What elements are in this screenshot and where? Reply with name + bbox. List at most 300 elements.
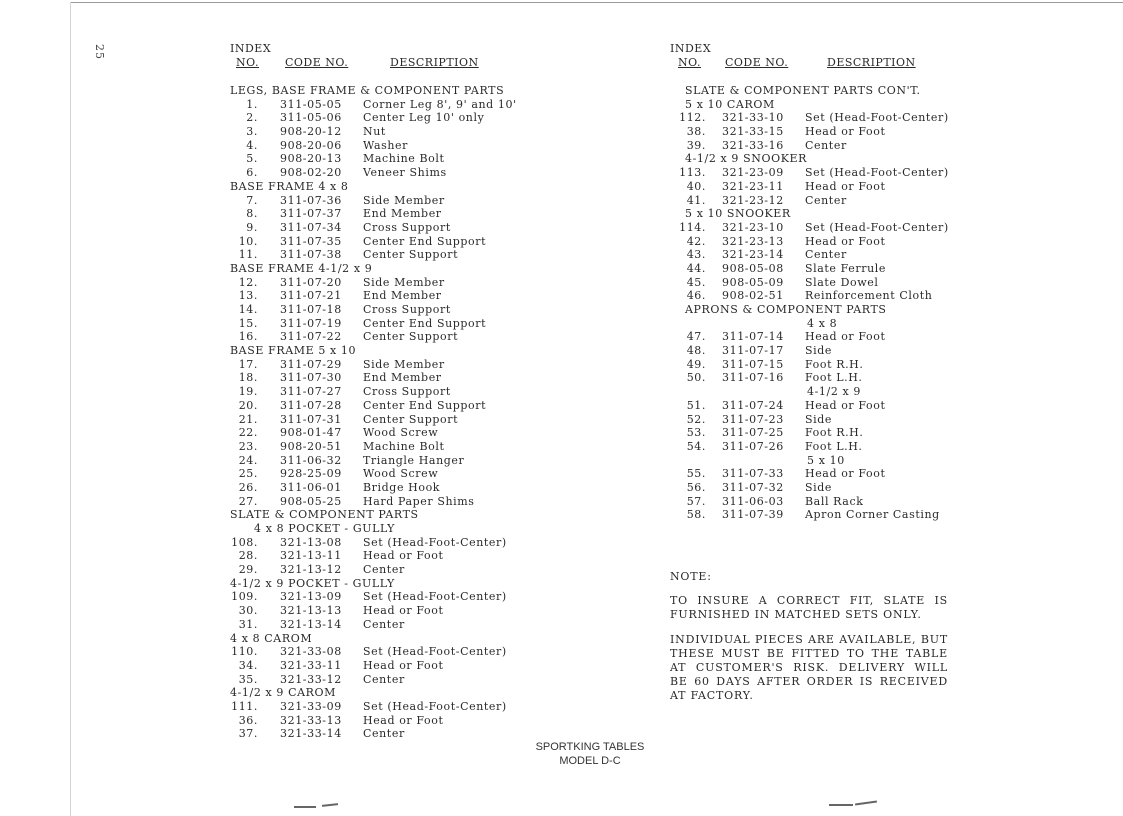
index-number: 35. [238,672,258,686]
index-label: INDEX [670,42,712,55]
index-number: 113. [679,166,706,180]
code-number: 311-07-27 [280,385,342,399]
index-number: 27. [238,494,258,508]
code-number: 321-33-09 [280,699,342,713]
part-description: Center [363,727,405,741]
part-description: Head or Foot [363,713,444,727]
part-row [230,248,590,262]
index-number: 39. [686,138,706,152]
page-number: 25 [93,44,106,60]
index-number: 23. [238,439,258,453]
note-label: NOTE: [670,570,712,583]
index-number: 109. [231,590,258,604]
part-row [230,125,590,139]
code-header: CODE NO. [285,56,349,69]
code-number: 311-07-24 [722,398,784,412]
index-number: 17. [238,357,258,371]
section-heading-text: 5 x 10 SNOOKER [685,207,791,221]
section-heading-text: 4-1/2 x 9 POCKET - GULLY [230,576,395,590]
index-number: 7. [246,193,258,207]
part-description: Veneer Shims [363,166,447,180]
code-number: 321-33-15 [722,125,784,139]
index-number: 58. [686,508,706,522]
part-description: Machine Bolt [363,439,445,453]
footer-company: SPORTKING TABLES [535,741,645,753]
part-description: Side Member [363,357,445,371]
code-number: 321-23-14 [722,248,784,262]
no-header: NO. [236,56,259,69]
part-row [670,481,970,495]
description-header: DESCRIPTION [390,56,479,69]
part-row [670,166,970,180]
part-row [230,207,590,221]
section-heading-text: SLATE & COMPONENT PARTS [230,508,419,522]
index-number: 6. [246,166,258,180]
part-description: Center [805,138,847,152]
part-row [670,139,970,153]
index-number: 46. [686,289,706,303]
code-number: 321-33-16 [722,138,784,152]
index-number: 48. [686,344,706,358]
part-description: Set (Head-Foot-Center) [363,699,507,713]
part-description: Ball Rack [805,494,864,508]
part-row [670,289,970,303]
part-description: Set (Head-Foot-Center) [363,645,507,659]
index-number: 8. [246,207,258,221]
part-description: Bridge Hook [363,480,441,494]
code-number: 311-07-33 [722,467,784,481]
part-row [230,549,590,563]
part-row [670,262,970,276]
code-number: 908-20-13 [280,152,342,166]
part-description: Triangle Hanger [363,453,465,467]
size-subheading [670,454,970,468]
section-heading [670,84,970,98]
part-description: Set (Head-Foot-Center) [363,535,507,549]
part-row [230,98,590,112]
part-row [670,276,970,290]
part-description: Head or Foot [363,604,444,618]
part-description: Center End Support [363,234,487,248]
part-description: Head or Foot [363,658,444,672]
part-row [670,330,970,344]
no-header: NO. [678,56,701,69]
code-number: 311-07-26 [722,439,784,453]
part-row [230,645,590,659]
part-description: Corner Leg 8', 9' and 10' [363,97,517,111]
part-description: Cross Support [363,220,451,234]
code-number: 311-05-05 [280,97,342,111]
index-number: 56. [686,480,706,494]
part-description: Head or Foot [805,330,886,344]
size-subheading-text: 4 x 8 [807,316,838,330]
code-number: 311-07-25 [722,426,784,440]
note-paragraph-2: INDIVIDUAL PIECES ARE AVAILABLE, BUT THESE MUST BE FITTED TO THE TABLE AT CUSTOMER'S RISK. DELIVERY WILL BE 60 DAYS AFTER ORDER IS RECEIVED AT FACTORY. [670,633,948,702]
index-number: 36. [238,713,258,727]
part-description: Center [805,193,847,207]
part-description: Cross Support [363,385,451,399]
section-heading [230,686,590,700]
part-description: Center [363,672,405,686]
code-number: 321-33-10 [722,111,784,125]
part-row [230,111,590,125]
section-heading-text: SLATE & COMPONENT PARTS CON'T. [685,84,921,97]
section-heading-text: LEGS, BASE FRAME & COMPONENT PARTS [230,84,505,97]
section-heading [230,522,590,536]
section-heading [230,180,590,194]
page-top-edge [70,2,1123,3]
part-row [670,221,970,235]
part-description: Center [805,248,847,262]
code-number: 311-07-32 [722,480,784,494]
part-description: Side [805,344,833,358]
part-row [670,344,970,358]
code-number: 908-20-06 [280,138,342,152]
part-row [230,371,590,385]
code-number: 321-33-11 [280,658,342,672]
part-description: Nut [363,125,386,139]
code-number: 311-07-37 [280,207,342,221]
section-heading [230,577,590,591]
part-description: Side Member [363,275,445,289]
index-number: 30. [238,604,258,618]
code-number: 311-07-39 [722,508,784,522]
code-number: 311-07-36 [280,193,342,207]
index-number: 29. [238,563,258,577]
index-number: 110. [231,645,258,659]
part-description: Hard Paper Shims [363,494,475,508]
section-heading-text: APRONS & COMPONENT PARTS [685,303,887,316]
part-row [230,139,590,153]
part-row [230,727,590,741]
part-description: Head or Foot [805,467,886,481]
code-number: 311-07-14 [722,330,784,344]
column-headers [670,56,970,72]
index-number: 18. [238,371,258,385]
scan-mark [829,804,853,806]
part-row [230,289,590,303]
part-row [670,467,970,481]
section-heading [670,207,970,221]
right-parts-column [670,42,970,522]
index-number: 49. [686,357,706,371]
index-number: 47. [686,330,706,344]
index-number: 1. [246,97,258,111]
code-number: 311-06-32 [280,453,342,467]
section-heading-text: 5 x 10 CAROM [685,97,775,111]
part-description: Side [805,480,833,494]
index-number: 37. [238,727,258,741]
index-number: 19. [238,385,258,399]
section-heading-text: BASE FRAME 4 x 8 [230,179,349,193]
code-number: 908-01-47 [280,426,342,440]
page-left-edge [70,2,71,816]
code-number: 908-02-51 [722,289,784,303]
index-label: INDEX [230,42,272,55]
column-headers [230,56,590,72]
code-number: 321-13-12 [280,563,342,577]
section-heading [670,152,970,166]
index-number: 22. [238,426,258,440]
code-number: 311-07-16 [722,371,784,385]
part-description: Side Member [363,193,445,207]
part-description: Set (Head-Foot-Center) [805,111,949,125]
part-description: Set (Head-Foot-Center) [363,590,507,604]
index-number: 28. [238,549,258,563]
part-description: Wood Screw [363,467,439,481]
part-row [230,440,590,454]
part-row [670,111,970,125]
part-description: Center Support [363,330,459,344]
part-row [230,700,590,714]
code-number: 321-23-11 [722,179,784,193]
part-description: Cross Support [363,303,451,316]
part-row [230,413,590,427]
part-description: End Member [363,207,442,221]
code-number: 908-05-25 [280,494,342,508]
part-description: Head or Foot [363,549,444,563]
part-row [230,330,590,344]
left-parts-list [230,84,590,741]
part-description: Side [805,412,833,426]
part-description: Foot L.H. [805,439,863,453]
part-row [230,399,590,413]
index-number: 4. [246,138,258,152]
part-row [230,385,590,399]
index-number: 21. [238,412,258,426]
index-number: 25. [238,467,258,481]
part-row [230,481,590,495]
code-number: 321-23-09 [722,166,784,180]
index-number: 111. [231,699,258,713]
code-number: 321-33-14 [280,727,342,741]
part-row [670,495,970,509]
code-number: 311-07-18 [280,303,342,316]
code-number: 311-07-21 [280,289,342,303]
part-row [670,180,970,194]
part-row [670,248,970,262]
code-number: 311-07-31 [280,412,342,426]
code-number: 321-33-12 [280,672,342,686]
part-description: End Member [363,289,442,303]
part-row [230,276,590,290]
index-number: 44. [686,261,706,275]
index-number: 52. [686,412,706,426]
index-number: 12. [238,275,258,289]
size-subheading [670,385,970,399]
scan-mark [294,806,316,808]
index-number: 50. [686,371,706,385]
index-number: 15. [238,316,258,330]
section-heading-text: 4 x 8 CAROM [230,631,313,645]
index-number: 40. [686,179,706,193]
code-number: 311-06-03 [722,494,784,508]
left-parts-column [230,42,590,741]
index-number: 108. [231,535,258,549]
code-number: 311-07-38 [280,248,342,262]
part-row [230,317,590,331]
index-number: 26. [238,480,258,494]
index-number: 16. [238,330,258,344]
part-row [230,358,590,372]
code-number: 321-13-13 [280,604,342,618]
code-number: 321-33-13 [280,713,342,727]
code-number: 311-07-28 [280,398,342,412]
index-number: 34. [238,658,258,672]
part-row [230,659,590,673]
code-number: 321-23-13 [722,234,784,248]
code-number: 908-05-08 [722,261,784,275]
index-number: 14. [238,303,258,316]
scan-mark [322,803,338,807]
part-description: Apron Corner Casting [805,508,940,522]
part-row [230,618,590,632]
part-row [670,413,970,427]
part-description: Set (Head-Foot-Center) [805,166,949,180]
part-row [670,508,970,522]
size-subheading-text: 5 x 10 [807,453,845,467]
section-heading-text: BASE FRAME 4-1/2 x 9 [230,261,373,275]
index-number: 5. [246,152,258,166]
part-description: Reinforcement Cloth [805,289,933,303]
part-description: Foot R.H. [805,426,864,440]
part-row [230,221,590,235]
code-number: 321-33-08 [280,645,342,659]
part-description: Machine Bolt [363,152,445,166]
code-number: 321-13-14 [280,617,342,631]
part-description: Set (Head-Foot-Center) [805,220,949,234]
section-heading [670,303,970,317]
section-heading [230,344,590,358]
part-row [230,194,590,208]
code-number: 321-23-12 [722,193,784,207]
code-number: 311-07-29 [280,357,342,371]
code-number: 321-13-09 [280,590,342,604]
code-number: 908-20-12 [280,125,342,139]
code-number: 321-23-10 [722,220,784,234]
code-number: 311-07-19 [280,316,342,330]
part-description: Center [363,563,405,577]
index-number: 114. [679,220,706,234]
index-number: 43. [686,248,706,262]
section-heading [230,508,590,522]
code-number: 311-07-30 [280,371,342,385]
index-number: 3. [246,125,258,139]
index-number: 9. [246,220,258,234]
part-row [230,563,590,577]
part-description: Foot R.H. [805,357,864,371]
code-number: 321-13-08 [280,535,342,549]
code-number: 311-07-17 [722,344,784,358]
footer [520,740,660,768]
part-row [670,125,970,139]
code-number: 311-07-22 [280,330,342,344]
part-description: Center Leg 10' only [363,111,485,125]
part-description: Center Support [363,248,459,262]
part-description: Center Support [363,412,459,426]
code-number: 311-07-35 [280,234,342,248]
part-row [670,235,970,249]
part-row [670,440,970,454]
code-number: 311-07-20 [280,275,342,289]
index-number: 54. [686,439,706,453]
index-number: 24. [238,453,258,467]
right-parts-list [670,84,970,522]
part-description: Center End Support [363,316,487,330]
code-number: 311-07-34 [280,220,342,234]
part-description: Center [363,617,405,631]
part-description: End Member [363,371,442,385]
code-number: 908-05-09 [722,275,784,289]
part-description: Wood Screw [363,426,439,440]
code-number: 908-20-51 [280,439,342,453]
code-number: 311-05-06 [280,111,342,125]
section-heading-text: 4 x 8 POCKET - GULLY [254,522,396,535]
code-header: CODE NO. [725,56,789,69]
section-heading [230,84,590,98]
part-description: Head or Foot [805,125,886,139]
part-row [230,426,590,440]
part-row [230,152,590,166]
index-number: 11. [238,248,258,262]
part-row [670,194,970,208]
part-row [670,399,970,413]
code-number: 311-07-23 [722,412,784,426]
part-description: Slate Ferrule [805,261,887,275]
section-heading [230,262,590,276]
code-number: 311-06-01 [280,480,342,494]
part-row [230,303,590,317]
part-description: Washer [363,138,409,152]
part-row [230,536,590,550]
part-description: Head or Foot [805,234,886,248]
index-number: 2. [246,111,258,125]
part-row [230,166,590,180]
index-number: 38. [686,125,706,139]
index-number: 51. [686,398,706,412]
index-number: 55. [686,467,706,481]
part-row [230,604,590,618]
index-number: 112. [679,111,706,125]
index-number: 13. [238,289,258,303]
code-number: 321-13-11 [280,549,342,563]
part-description: Slate Dowel [805,275,879,289]
part-description: Head or Foot [805,398,886,412]
part-row [230,235,590,249]
code-number: 311-07-15 [722,357,784,371]
part-row [230,454,590,468]
index-number: 57. [686,494,706,508]
description-header: DESCRIPTION [827,56,916,69]
section-heading-text: 4-1/2 x 9 CAROM [230,686,337,700]
index-number: 45. [686,275,706,289]
part-description: Foot L.H. [805,371,863,385]
note-paragraph-1: TO INSURE A CORRECT FIT, SLATE IS FURNISHED IN MATCHED SETS ONLY. [670,594,948,621]
section-heading [230,632,590,646]
index-number: 41. [686,193,706,207]
part-description: Center End Support [363,398,487,412]
size-subheading [670,317,970,331]
part-row [230,590,590,604]
part-description: Head or Foot [805,179,886,193]
part-row [230,673,590,687]
part-row [230,467,590,481]
part-row [230,714,590,728]
index-number: 10. [238,234,258,248]
size-subheading-text: 4-1/2 x 9 [807,385,862,399]
part-row [670,371,970,385]
scan-mark [855,800,877,805]
